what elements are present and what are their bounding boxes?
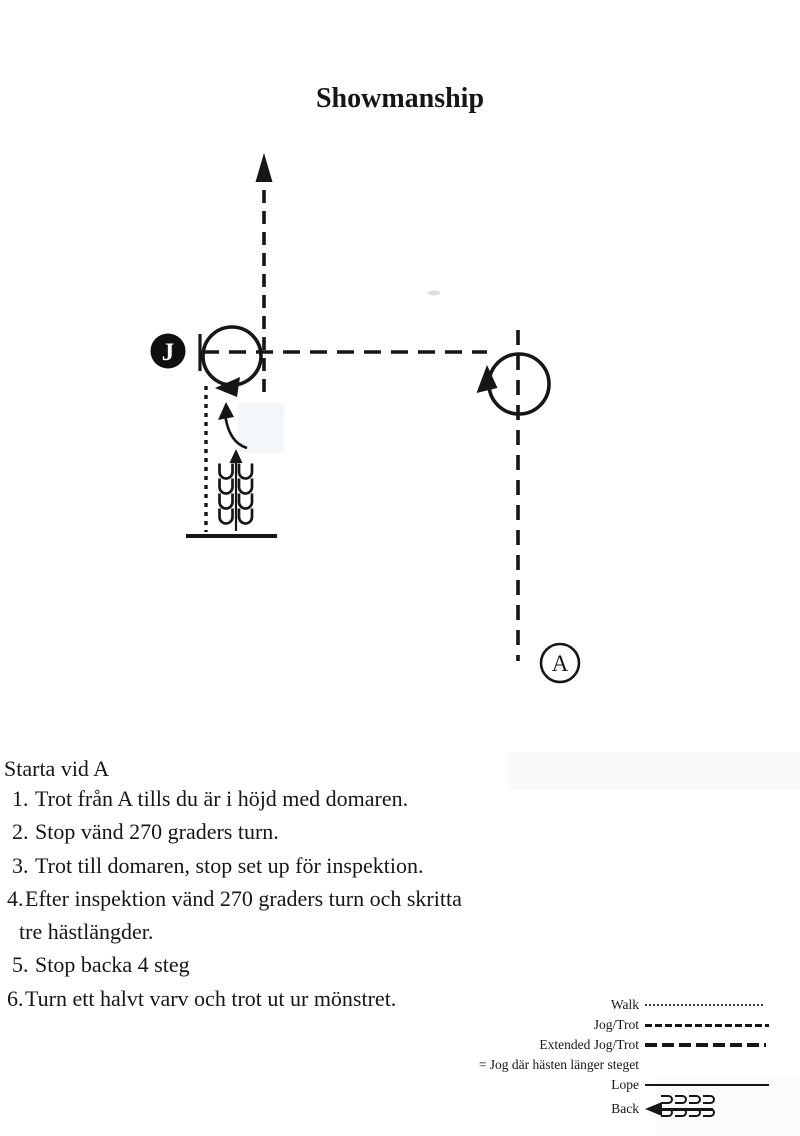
legend-line-jog-trot xyxy=(645,1024,769,1027)
instruction-step xyxy=(7,986,396,1011)
step-number: 5. xyxy=(12,952,29,977)
hoofprint-icon xyxy=(675,1095,687,1104)
hoofprint xyxy=(220,464,233,479)
instruction-step xyxy=(7,886,462,911)
backing-hoofprints xyxy=(220,460,253,531)
hoofprint-row xyxy=(661,1108,715,1118)
step-text: Stop vänd 270 graders turn. xyxy=(35,819,279,844)
page-title: Showmanship xyxy=(315,83,485,114)
step-text: Trot till domaren, stop set up för inspektion. xyxy=(35,853,424,878)
back-symbol xyxy=(645,1095,769,1123)
legend-row-lope xyxy=(425,1075,769,1095)
legend-line-walk xyxy=(645,1004,769,1006)
step-text: Efter inspektion vänd 270 graders turn och skritta xyxy=(25,886,462,911)
legend-line-extended-jog-trot xyxy=(645,1043,769,1047)
hoofprint-icon xyxy=(661,1108,673,1117)
hoofprint xyxy=(220,494,233,509)
scan-artifact-band xyxy=(508,752,800,790)
hoofprint-icon xyxy=(703,1095,715,1104)
step-number: 6. xyxy=(7,986,24,1011)
back-hoofprints xyxy=(661,1095,715,1118)
scan-artifact-box xyxy=(238,403,284,453)
legend-row-jog-note xyxy=(425,1055,769,1075)
step-number: 3. xyxy=(12,853,29,878)
hoofprint-row xyxy=(661,1095,715,1105)
hoofprint-icon xyxy=(703,1108,715,1117)
hoofprint-icon xyxy=(675,1108,687,1117)
legend-row-walk xyxy=(425,995,769,1015)
step-number: 2. xyxy=(12,819,29,844)
legend-label: Walk xyxy=(610,997,639,1012)
gait-legend xyxy=(425,995,769,1123)
instruction-step xyxy=(12,819,279,844)
instruction-step-continuation: tre hästlängder. xyxy=(19,919,154,944)
legend-line-lope xyxy=(645,1084,769,1087)
legend-label: Extended Jog/Trot xyxy=(539,1037,639,1052)
hoofprint xyxy=(220,479,233,494)
legend-label: Lope xyxy=(611,1077,639,1092)
step-text: Trot från A tills du är i höjd med domaren. xyxy=(35,786,409,811)
hoofprint xyxy=(239,509,252,524)
legend-row-jog-trot xyxy=(425,1015,769,1035)
start-marker-label: A xyxy=(551,651,569,676)
turn-270-circle-left xyxy=(203,327,261,385)
legend-row-extended-jog-trot xyxy=(425,1035,769,1055)
walk-turn-arrowhead-icon xyxy=(218,402,234,420)
hoofprint-icon xyxy=(689,1095,701,1104)
hoofprint xyxy=(239,494,252,509)
hoofprint-icon xyxy=(661,1095,673,1104)
scan-speck xyxy=(428,291,440,296)
instructions-intro: Starta vid A xyxy=(4,756,110,781)
exit-arrowhead-icon xyxy=(256,153,273,182)
instruction-step xyxy=(12,952,190,977)
step-number: 4. xyxy=(7,886,24,911)
judge-marker-label: J xyxy=(161,339,175,366)
legend-label: Back xyxy=(611,1101,639,1116)
legend-row-back xyxy=(425,1095,769,1123)
legend-label: = Jog där hästen länger steget xyxy=(478,1057,639,1072)
hoofprint xyxy=(220,509,233,524)
long-dashed-line xyxy=(645,1043,766,1047)
hoofprint xyxy=(239,464,252,479)
hoofprint xyxy=(239,479,252,494)
legend-label: Jog/Trot xyxy=(593,1017,639,1032)
step-text: Turn ett halvt varv och trot ut ur mönstret. xyxy=(25,986,397,1011)
step-text: Stop backa 4 steg xyxy=(35,952,190,977)
instruction-step xyxy=(12,786,408,811)
hoofprint-icon xyxy=(689,1108,701,1117)
step-number: 1. xyxy=(12,786,29,811)
instruction-step xyxy=(12,853,423,878)
fine-dotted-line xyxy=(645,1004,763,1006)
